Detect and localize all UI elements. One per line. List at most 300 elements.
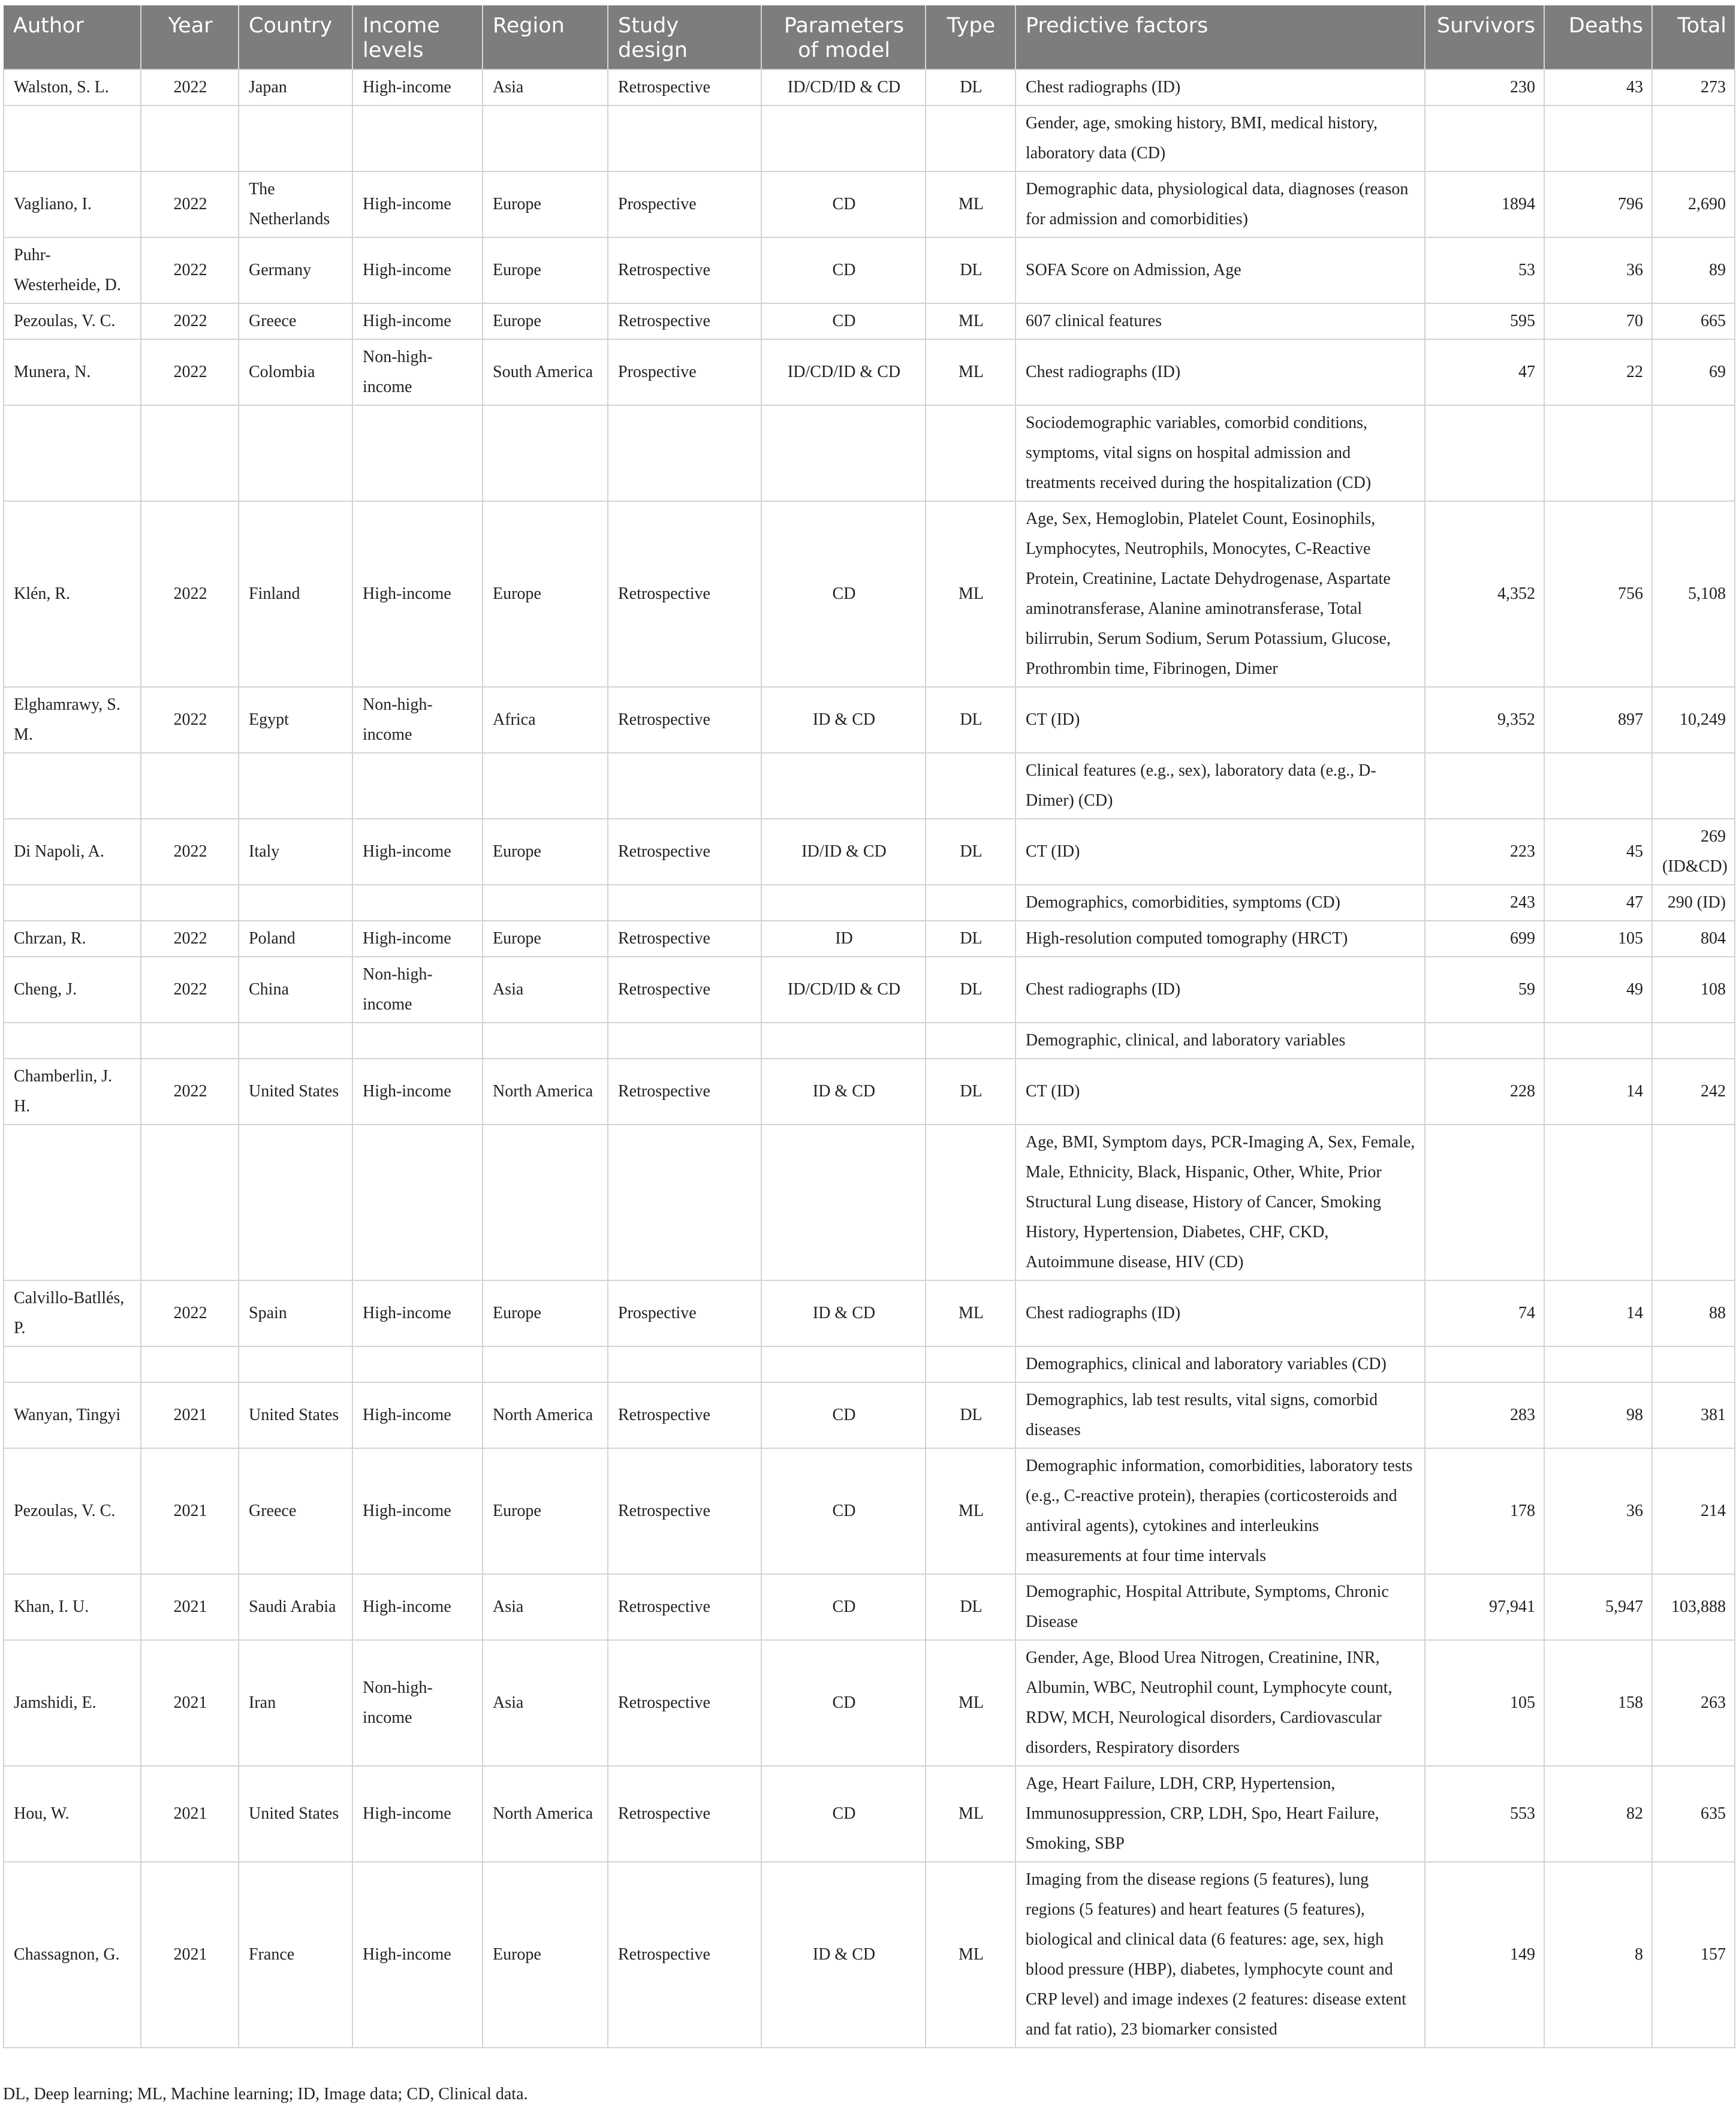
cell-parameters-of-model: CD	[761, 1382, 926, 1448]
cell-study-design: Prospective	[608, 339, 761, 405]
cell-parameters-of-model	[761, 1023, 926, 1059]
cell-total: 381	[1652, 1382, 1735, 1448]
cell-income-level	[352, 753, 483, 819]
header-row	[4, 5, 1735, 70]
cell-total	[1652, 1346, 1735, 1382]
cell-deaths	[1544, 405, 1652, 501]
cell-total	[1652, 1023, 1735, 1059]
table-row	[4, 687, 1735, 753]
cell-study-design: Retrospective	[608, 303, 761, 339]
cell-deaths: 36	[1544, 237, 1652, 303]
table-row	[4, 106, 1735, 171]
cell-survivors	[1425, 1346, 1544, 1382]
table-row	[4, 70, 1735, 106]
table-row	[4, 957, 1735, 1023]
cell-income-level: High-income	[352, 303, 483, 339]
cell-total: 269 (ID&CD)	[1652, 819, 1735, 885]
cell-author	[4, 1023, 141, 1059]
cell-predictive-factors: Imaging from the disease regions (5 features), lung regions (5 features) and heart features (5 features), biological and clinical data (6 features: age, sex, high blood pressure (HBP), diabetes, lymphocyte count and CRP level) and image indexes (2 features: disease extent and fat ratio), 23 biomarker consisted	[1015, 1862, 1425, 2048]
cell-deaths	[1544, 106, 1652, 171]
cell-study-design: Prospective	[608, 1280, 761, 1346]
cell-parameters-of-model	[761, 885, 926, 921]
cell-country: Finland	[239, 501, 352, 687]
cell-country: China	[239, 957, 352, 1023]
cell-income-level: High-income	[352, 501, 483, 687]
cell-parameters-of-model	[761, 753, 926, 819]
cell-type: DL	[926, 1382, 1015, 1448]
cell-survivors: 553	[1425, 1766, 1544, 1862]
table-row	[4, 171, 1735, 237]
cell-survivors: 53	[1425, 237, 1544, 303]
cell-country: Germany	[239, 237, 352, 303]
table-row	[4, 921, 1735, 957]
cell-type	[926, 106, 1015, 171]
table-row	[4, 1023, 1735, 1059]
cell-predictive-factors: Demographic information, comorbidities, laboratory tests (e.g., C-reactive protein), therapies (corticosteroids and antiviral agents), cytokines and interleukins measurements at four time intervals	[1015, 1448, 1425, 1574]
cell-survivors: 283	[1425, 1382, 1544, 1448]
cell-income-level: High-income	[352, 1059, 483, 1125]
col-header-income-levels: Income levels	[352, 5, 483, 70]
cell-region	[483, 405, 608, 501]
cell-parameters-of-model: CD	[761, 1574, 926, 1640]
cell-deaths	[1544, 1023, 1652, 1059]
cell-country	[239, 405, 352, 501]
cell-year: 2022	[141, 1280, 239, 1346]
cell-study-design: Retrospective	[608, 1640, 761, 1766]
cell-type: ML	[926, 303, 1015, 339]
cell-type: ML	[926, 1640, 1015, 1766]
cell-year	[141, 1023, 239, 1059]
cell-total: 88	[1652, 1280, 1735, 1346]
cell-income-level: Non-high-income	[352, 1640, 483, 1766]
cell-year: 2021	[141, 1382, 239, 1448]
cell-type: DL	[926, 921, 1015, 957]
cell-survivors	[1425, 753, 1544, 819]
col-header-predictive-factors: Predictive factors	[1015, 5, 1425, 70]
cell-study-design: Retrospective	[608, 501, 761, 687]
cell-total: 273	[1652, 70, 1735, 106]
cell-region: Europe	[483, 819, 608, 885]
cell-income-level: High-income	[352, 1574, 483, 1640]
cell-region: Africa	[483, 687, 608, 753]
cell-deaths: 14	[1544, 1280, 1652, 1346]
cell-survivors: 1894	[1425, 171, 1544, 237]
cell-country: Saudi Arabia	[239, 1574, 352, 1640]
cell-region: Europe	[483, 303, 608, 339]
table-row	[4, 885, 1735, 921]
cell-year	[141, 1125, 239, 1280]
cell-predictive-factors: Demographic, Hospital Attribute, Symptoms, Chronic Disease	[1015, 1574, 1425, 1640]
cell-income-level: Non-high-income	[352, 339, 483, 405]
cell-study-design: Retrospective	[608, 819, 761, 885]
cell-parameters-of-model	[761, 106, 926, 171]
table-body	[4, 70, 1735, 2048]
cell-type: DL	[926, 819, 1015, 885]
cell-study-design: Retrospective	[608, 1059, 761, 1125]
cell-study-design: Retrospective	[608, 70, 761, 106]
table-row	[4, 1346, 1735, 1382]
cell-total: 804	[1652, 921, 1735, 957]
cell-study-design	[608, 1346, 761, 1382]
cell-year	[141, 753, 239, 819]
cell-region: North America	[483, 1382, 608, 1448]
cell-year: 2021	[141, 1448, 239, 1574]
cell-parameters-of-model: ID & CD	[761, 1862, 926, 2048]
cell-deaths: 36	[1544, 1448, 1652, 1574]
cell-survivors: 4,352	[1425, 501, 1544, 687]
cell-region: Asia	[483, 957, 608, 1023]
cell-study-design: Retrospective	[608, 1766, 761, 1862]
cell-author: Chassagnon, G.	[4, 1862, 141, 2048]
cell-year: 2021	[141, 1862, 239, 2048]
cell-predictive-factors: Chest radiographs (ID)	[1015, 1280, 1425, 1346]
cell-income-level	[352, 1125, 483, 1280]
cell-predictive-factors: Age, Sex, Hemoglobin, Platelet Count, Eosinophils, Lymphocytes, Neutrophils, Monocytes, C-Reactive Protein, Creatinine, Lactate Dehydrogenase, Aspartate aminotransferase, Alanine aminotransferase, Total bilirrubin, Serum Sodium, Serum Potassium, Glucose, Prothrombin time, Fibrinogen, Dimer	[1015, 501, 1425, 687]
cell-country: Greece	[239, 1448, 352, 1574]
cell-country: Poland	[239, 921, 352, 957]
cell-total: 2,690	[1652, 171, 1735, 237]
cell-survivors: 230	[1425, 70, 1544, 106]
cell-income-level: High-income	[352, 171, 483, 237]
cell-total: 242	[1652, 1059, 1735, 1125]
cell-study-design: Retrospective	[608, 957, 761, 1023]
cell-study-design	[608, 885, 761, 921]
cell-survivors: 105	[1425, 1640, 1544, 1766]
cell-author: Pezoulas, V. C.	[4, 303, 141, 339]
cell-type: DL	[926, 237, 1015, 303]
cell-parameters-of-model: ID/CD/ID & CD	[761, 957, 926, 1023]
cell-income-level: Non-high-income	[352, 957, 483, 1023]
cell-income-level: High-income	[352, 921, 483, 957]
table-row	[4, 501, 1735, 687]
cell-author	[4, 106, 141, 171]
cell-study-design	[608, 1125, 761, 1280]
cell-type	[926, 753, 1015, 819]
cell-deaths: 70	[1544, 303, 1652, 339]
cell-deaths: 756	[1544, 501, 1652, 687]
cell-survivors: 97,941	[1425, 1574, 1544, 1640]
cell-total: 290 (ID)	[1652, 885, 1735, 921]
cell-deaths: 98	[1544, 1382, 1652, 1448]
cell-predictive-factors: SOFA Score on Admission, Age	[1015, 237, 1425, 303]
cell-income-level	[352, 1346, 483, 1382]
cell-survivors: 228	[1425, 1059, 1544, 1125]
cell-deaths: 897	[1544, 687, 1652, 753]
cell-survivors: 9,352	[1425, 687, 1544, 753]
cell-region: Europe	[483, 1280, 608, 1346]
cell-income-level: High-income	[352, 1862, 483, 2048]
cell-deaths: 796	[1544, 171, 1652, 237]
cell-income-level: High-income	[352, 70, 483, 106]
cell-income-level	[352, 1023, 483, 1059]
cell-region: South America	[483, 339, 608, 405]
cell-income-level: High-income	[352, 1280, 483, 1346]
table-row	[4, 339, 1735, 405]
cell-study-design: Retrospective	[608, 1862, 761, 2048]
cell-year: 2022	[141, 237, 239, 303]
cell-author: Jamshidi, E.	[4, 1640, 141, 1766]
cell-deaths: 158	[1544, 1640, 1652, 1766]
cell-year: 2022	[141, 819, 239, 885]
cell-region: Europe	[483, 501, 608, 687]
cell-total	[1652, 753, 1735, 819]
cell-type: ML	[926, 1448, 1015, 1574]
cell-type	[926, 1023, 1015, 1059]
cell-country: The Netherlands	[239, 171, 352, 237]
cell-parameters-of-model: CD	[761, 237, 926, 303]
col-header-country: Country	[239, 5, 352, 70]
cell-region	[483, 1125, 608, 1280]
cell-survivors: 223	[1425, 819, 1544, 885]
table-row	[4, 1862, 1735, 2048]
cell-deaths	[1544, 1346, 1652, 1382]
cell-predictive-factors: 607 clinical features	[1015, 303, 1425, 339]
cell-study-design: Retrospective	[608, 237, 761, 303]
cell-survivors: 149	[1425, 1862, 1544, 2048]
cell-country: Italy	[239, 819, 352, 885]
cell-predictive-factors: Age, BMI, Symptom days, PCR-Imaging A, Sex, Female, Male, Ethnicity, Black, Hispanic, Other, White, Prior Structural Lung disease, History of Cancer, Smoking History, Hypertension, Diabetes, CHF, CKD, Autoimmune disease, HIV (CD)	[1015, 1125, 1425, 1280]
cell-income-level: High-income	[352, 1766, 483, 1862]
cell-parameters-of-model	[761, 1346, 926, 1382]
table-row	[4, 1280, 1735, 1346]
cell-survivors	[1425, 1125, 1544, 1280]
cell-income-level	[352, 106, 483, 171]
cell-predictive-factors: Chest radiographs (ID)	[1015, 70, 1425, 106]
cell-country	[239, 1125, 352, 1280]
cell-type: DL	[926, 957, 1015, 1023]
cell-parameters-of-model: ID & CD	[761, 1059, 926, 1125]
cell-deaths: 14	[1544, 1059, 1652, 1125]
table-footnote: DL, Deep learning; ML, Machine learning; ID, Image data; CD, Clinical data.	[3, 2085, 528, 2103]
cell-income-level: High-income	[352, 1382, 483, 1448]
cell-survivors	[1425, 1023, 1544, 1059]
cell-type	[926, 405, 1015, 501]
cell-survivors: 595	[1425, 303, 1544, 339]
cell-income-level	[352, 405, 483, 501]
table-row	[4, 1574, 1735, 1640]
cell-type: ML	[926, 1280, 1015, 1346]
cell-author: Khan, I. U.	[4, 1574, 141, 1640]
cell-country: Iran	[239, 1640, 352, 1766]
cell-predictive-factors: Demographic data, physiological data, diagnoses (reason for admission and comorbidities)	[1015, 171, 1425, 237]
studies-table	[3, 5, 1735, 2048]
table-row	[4, 237, 1735, 303]
table-row	[4, 303, 1735, 339]
cell-income-level: High-income	[352, 237, 483, 303]
cell-country: United States	[239, 1382, 352, 1448]
cell-survivors: 47	[1425, 339, 1544, 405]
cell-parameters-of-model: ID	[761, 921, 926, 957]
cell-author: Wanyan, Tingyi	[4, 1382, 141, 1448]
cell-country: United States	[239, 1059, 352, 1125]
cell-author: Klén, R.	[4, 501, 141, 687]
cell-year: 2022	[141, 957, 239, 1023]
cell-author	[4, 405, 141, 501]
cell-parameters-of-model: CD	[761, 1640, 926, 1766]
cell-author: Chrzan, R.	[4, 921, 141, 957]
col-header-region: Region	[483, 5, 608, 70]
cell-type	[926, 1125, 1015, 1280]
table-header	[4, 5, 1735, 70]
cell-predictive-factors: CT (ID)	[1015, 819, 1425, 885]
cell-author: Puhr-Westerheide, D.	[4, 237, 141, 303]
cell-study-design	[608, 753, 761, 819]
cell-year: 2022	[141, 921, 239, 957]
cell-study-design: Retrospective	[608, 1574, 761, 1640]
cell-predictive-factors: Chest radiographs (ID)	[1015, 339, 1425, 405]
col-header-type: Type	[926, 5, 1015, 70]
cell-author	[4, 753, 141, 819]
cell-region: Asia	[483, 1574, 608, 1640]
table-row	[4, 1125, 1735, 1280]
cell-study-design	[608, 1023, 761, 1059]
cell-country	[239, 106, 352, 171]
cell-income-level: Non-high-income	[352, 687, 483, 753]
cell-parameters-of-model: CD	[761, 1448, 926, 1574]
cell-region: Europe	[483, 1862, 608, 2048]
cell-predictive-factors: Age, Heart Failure, LDH, CRP, Hypertension, Immunosuppression, CRP, LDH, Spo, Heart Failure, Smoking, SBP	[1015, 1766, 1425, 1862]
cell-deaths	[1544, 1125, 1652, 1280]
cell-year: 2022	[141, 70, 239, 106]
table-row	[4, 819, 1735, 885]
cell-type: DL	[926, 1059, 1015, 1125]
cell-predictive-factors: CT (ID)	[1015, 687, 1425, 753]
cell-survivors: 243	[1425, 885, 1544, 921]
col-header-parameters-of-model: Parameters of model	[761, 5, 926, 70]
cell-country	[239, 1346, 352, 1382]
cell-author	[4, 885, 141, 921]
cell-country: Egypt	[239, 687, 352, 753]
cell-region: Europe	[483, 921, 608, 957]
cell-study-design: Prospective	[608, 171, 761, 237]
cell-year: 2022	[141, 339, 239, 405]
cell-year: 2022	[141, 171, 239, 237]
cell-predictive-factors: Demographics, clinical and laboratory variables (CD)	[1015, 1346, 1425, 1382]
col-header-survivors: Survivors	[1425, 5, 1544, 70]
cell-parameters-of-model: ID & CD	[761, 1280, 926, 1346]
cell-country: Spain	[239, 1280, 352, 1346]
cell-survivors: 699	[1425, 921, 1544, 957]
cell-predictive-factors: Demographic, clinical, and laboratory variables	[1015, 1023, 1425, 1059]
cell-study-design: Retrospective	[608, 921, 761, 957]
col-header-deaths: Deaths	[1544, 5, 1652, 70]
cell-region	[483, 106, 608, 171]
cell-survivors	[1425, 106, 1544, 171]
cell-deaths: 43	[1544, 70, 1652, 106]
cell-author: Vagliano, I.	[4, 171, 141, 237]
cell-study-design	[608, 405, 761, 501]
cell-year: 2022	[141, 303, 239, 339]
cell-total: 263	[1652, 1640, 1735, 1766]
cell-type	[926, 1346, 1015, 1382]
cell-predictive-factors: Demographics, comorbidities, symptoms (CD)	[1015, 885, 1425, 921]
cell-year	[141, 885, 239, 921]
col-header-year: Year	[141, 5, 239, 70]
cell-deaths: 5,947	[1544, 1574, 1652, 1640]
cell-total: 108	[1652, 957, 1735, 1023]
cell-total	[1652, 405, 1735, 501]
cell-total	[1652, 106, 1735, 171]
cell-type: ML	[926, 339, 1015, 405]
cell-year: 2022	[141, 501, 239, 687]
cell-region: Asia	[483, 70, 608, 106]
cell-predictive-factors: High-resolution computed tomography (HRCT)	[1015, 921, 1425, 957]
cell-total: 10,249	[1652, 687, 1735, 753]
cell-year	[141, 405, 239, 501]
cell-predictive-factors: Clinical features (e.g., sex), laboratory data (e.g., D-Dimer) (CD)	[1015, 753, 1425, 819]
cell-parameters-of-model	[761, 1125, 926, 1280]
cell-parameters-of-model: ID/CD/ID & CD	[761, 339, 926, 405]
cell-region: North America	[483, 1059, 608, 1125]
cell-deaths: 105	[1544, 921, 1652, 957]
cell-region	[483, 753, 608, 819]
cell-total: 214	[1652, 1448, 1735, 1574]
cell-country: France	[239, 1862, 352, 2048]
cell-country: Greece	[239, 303, 352, 339]
cell-income-level	[352, 885, 483, 921]
cell-parameters-of-model: ID/CD/ID & CD	[761, 70, 926, 106]
cell-deaths	[1544, 753, 1652, 819]
cell-total: 157	[1652, 1862, 1735, 2048]
cell-year: 2021	[141, 1640, 239, 1766]
cell-deaths: 22	[1544, 339, 1652, 405]
cell-type: DL	[926, 70, 1015, 106]
cell-predictive-factors: Sociodemographic variables, comorbid conditions, symptoms, vital signs on hospital admission and treatments received during the hospitalization (CD)	[1015, 405, 1425, 501]
cell-country	[239, 1023, 352, 1059]
col-header-total: Total	[1652, 5, 1735, 70]
cell-study-design: Retrospective	[608, 687, 761, 753]
cell-region	[483, 1023, 608, 1059]
cell-deaths: 82	[1544, 1766, 1652, 1862]
table-row	[4, 405, 1735, 501]
cell-type: ML	[926, 1862, 1015, 2048]
cell-total: 665	[1652, 303, 1735, 339]
cell-parameters-of-model: CD	[761, 1766, 926, 1862]
cell-total: 635	[1652, 1766, 1735, 1862]
cell-year: 2021	[141, 1574, 239, 1640]
cell-type: ML	[926, 171, 1015, 237]
cell-total	[1652, 1125, 1735, 1280]
cell-author: Di Napoli, A.	[4, 819, 141, 885]
cell-survivors: 59	[1425, 957, 1544, 1023]
cell-author: Hou, W.	[4, 1766, 141, 1862]
cell-region: Europe	[483, 237, 608, 303]
cell-total: 5,108	[1652, 501, 1735, 687]
cell-year: 2022	[141, 1059, 239, 1125]
cell-type	[926, 885, 1015, 921]
cell-deaths: 47	[1544, 885, 1652, 921]
cell-survivors	[1425, 405, 1544, 501]
cell-author	[4, 1346, 141, 1382]
cell-year	[141, 106, 239, 171]
cell-study-design	[608, 106, 761, 171]
cell-type: DL	[926, 687, 1015, 753]
cell-study-design: Retrospective	[608, 1448, 761, 1574]
cell-survivors: 178	[1425, 1448, 1544, 1574]
col-header-study-design: Study design	[608, 5, 761, 70]
cell-year	[141, 1346, 239, 1382]
cell-author: Walston, S. L.	[4, 70, 141, 106]
cell-parameters-of-model: ID & CD	[761, 687, 926, 753]
cell-study-design: Retrospective	[608, 1382, 761, 1448]
cell-parameters-of-model: ID/ID & CD	[761, 819, 926, 885]
cell-author	[4, 1125, 141, 1280]
cell-deaths: 8	[1544, 1862, 1652, 2048]
cell-author: Pezoulas, V. C.	[4, 1448, 141, 1574]
cell-region: North America	[483, 1766, 608, 1862]
cell-region	[483, 1346, 608, 1382]
cell-income-level: High-income	[352, 1448, 483, 1574]
